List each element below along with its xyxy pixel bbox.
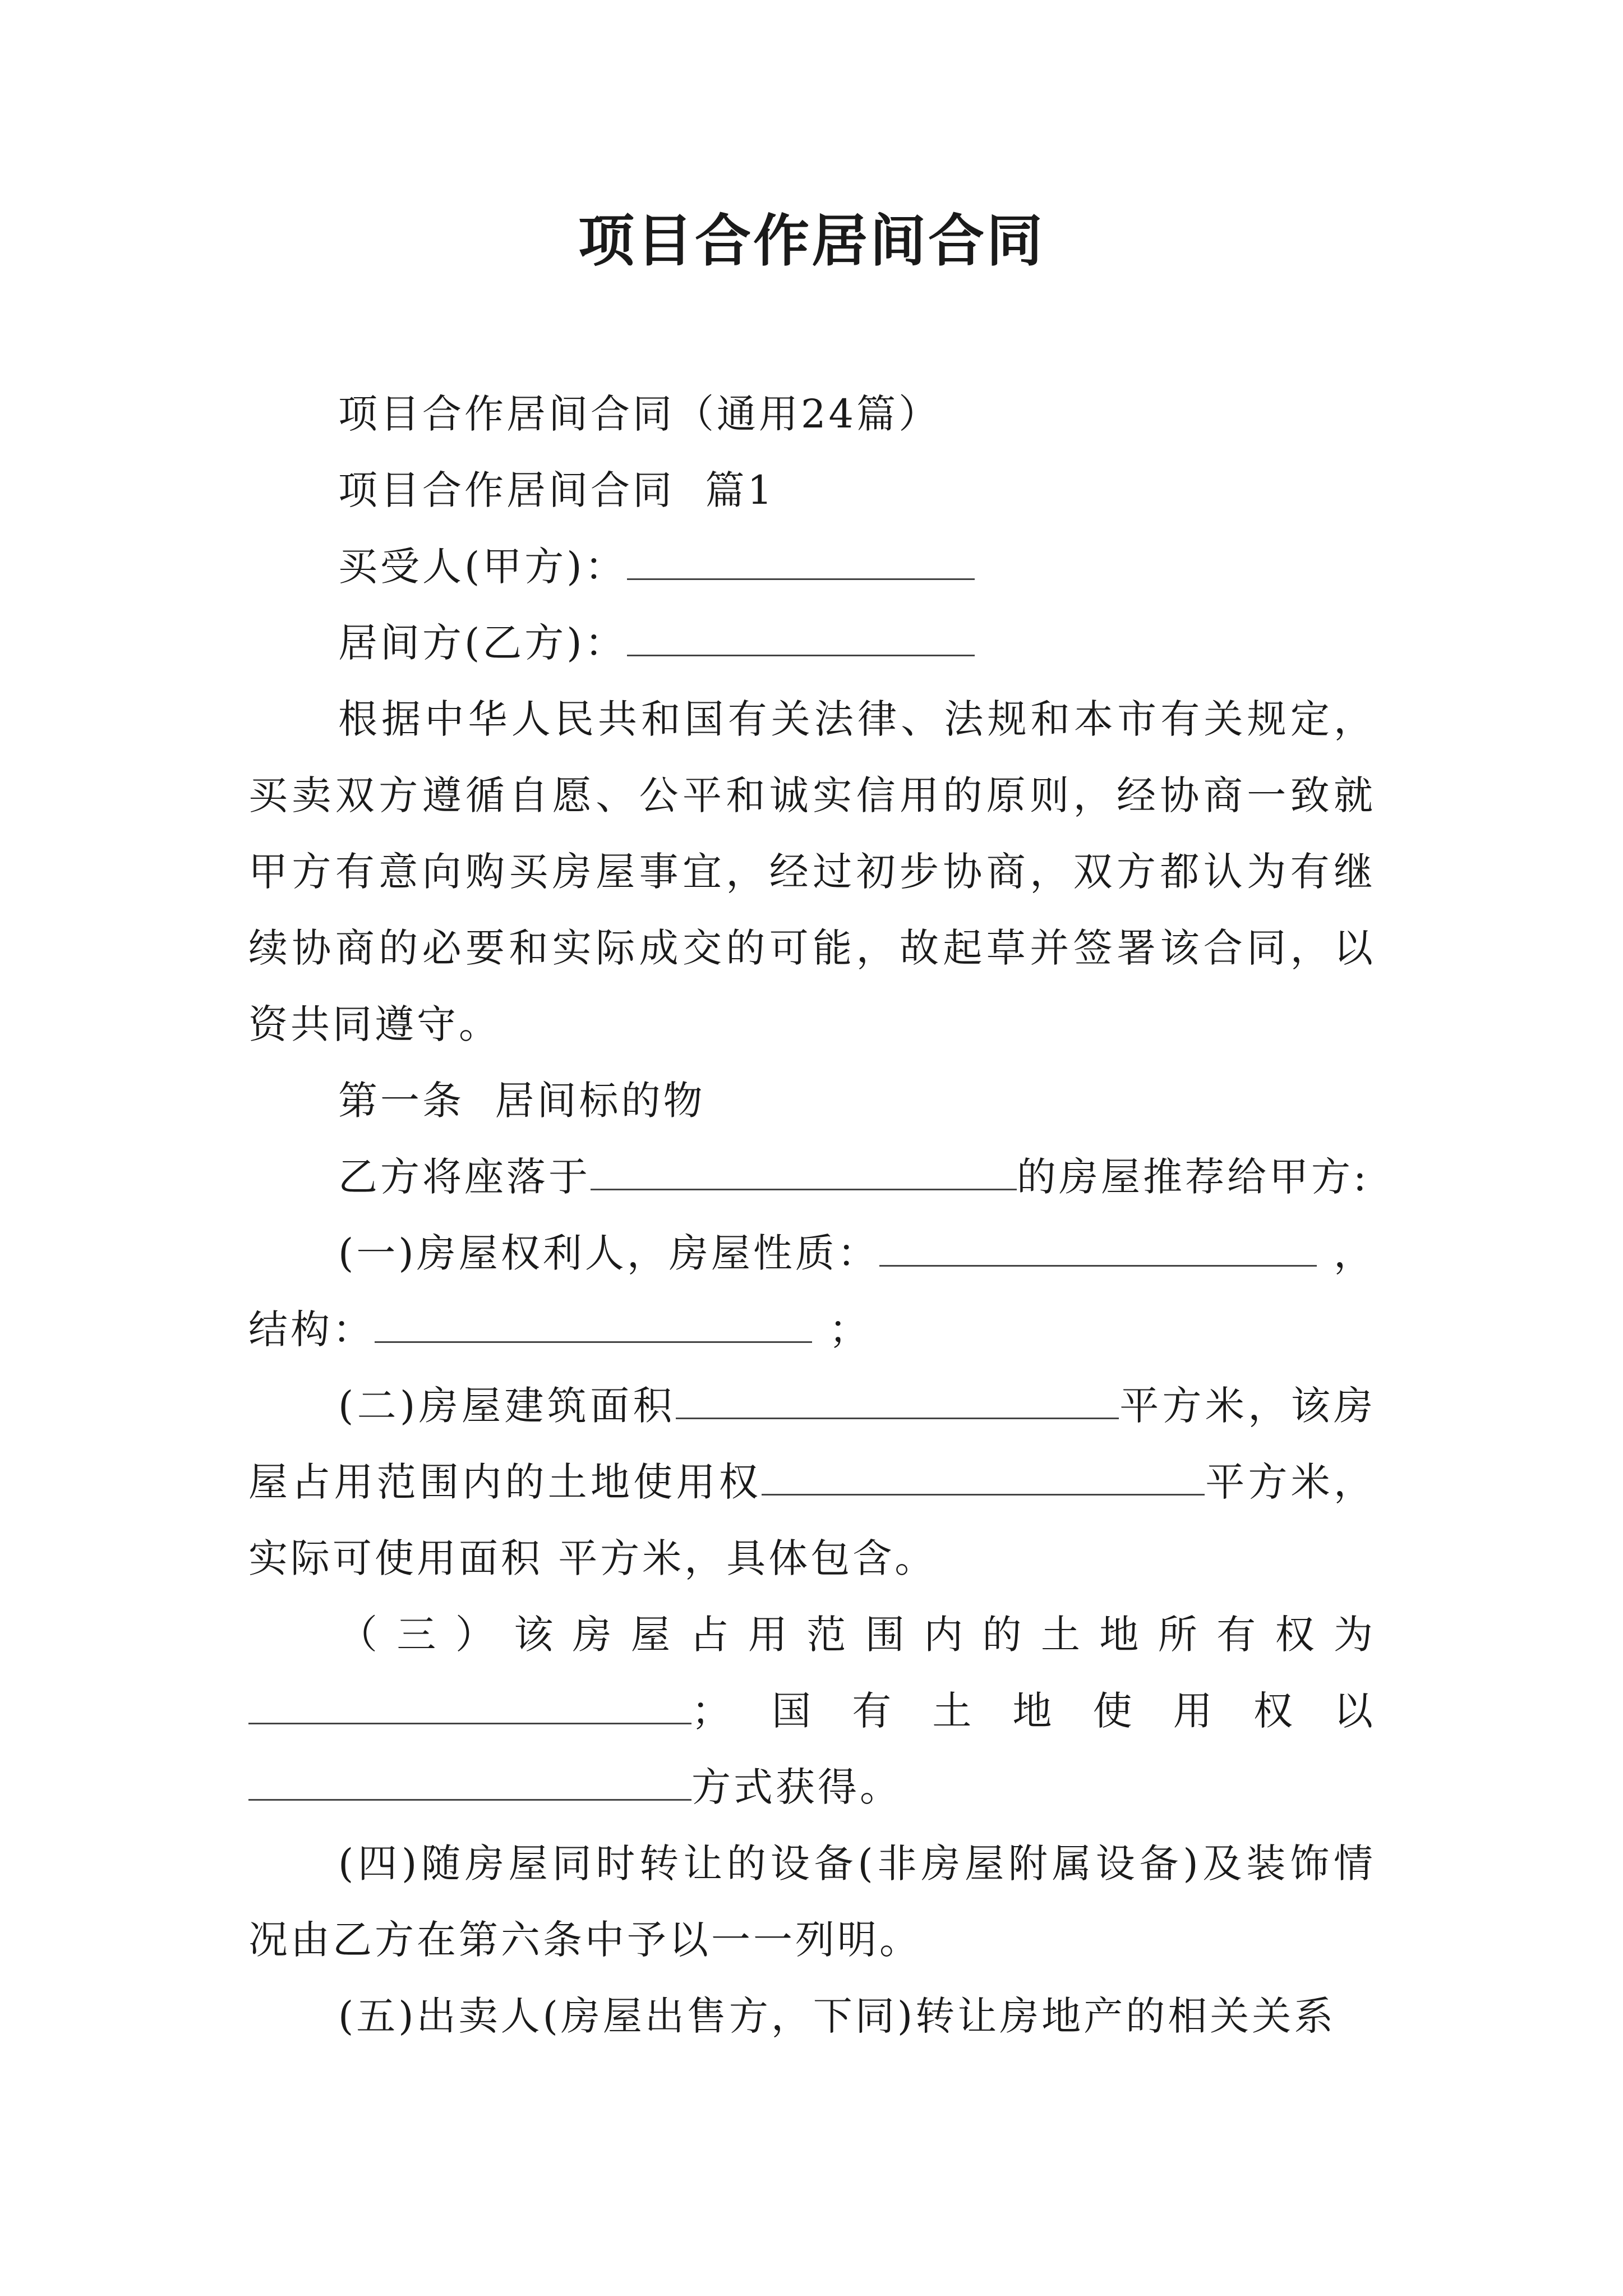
structure-blank — [375, 1302, 812, 1343]
land-ownership-blank — [248, 1683, 691, 1724]
party-a-label: 买受人(甲方)： — [338, 544, 627, 590]
item2-area-label: (二)房屋建筑面积 — [338, 1383, 676, 1429]
item4-paragraph: (四)随房屋同时转让的设备(非房屋附属设备)及装饰情况由乙方在第六条中予以一一列明。 — [248, 1841, 1376, 1963]
item3-ownership-label: （三）该房屋占用范围内的土地所有权为 — [338, 1612, 1376, 1658]
document-title: 项目合作居间合同 — [578, 208, 1045, 274]
property-nature-blank — [879, 1226, 1317, 1267]
land-area-blank — [762, 1455, 1205, 1496]
item3-continuation — [248, 1749, 1376, 1825]
item2-paragraph — [248, 1368, 1376, 1596]
party-a-blank — [627, 539, 975, 580]
item5-paragraph: (五)出卖人(房屋出售方，下同)转让房地产的相关关系 — [338, 1993, 1336, 2039]
item1-paragraph — [248, 1215, 1376, 1368]
item3-method-label: 方式获得。 — [691, 1764, 902, 1810]
article1-heading: 第一条 居间标的物 — [338, 1078, 706, 1124]
intro-paragraph: 根据中华人民共和国有关法律、法规和本市有关规定，买卖双方遵循自愿、公平和诚实信用的原则，经协商一致就甲方有意向购买房屋事宜，经过初步协商，双方都认为有继续协商的必要和实际成交的可能，故起草并签署该合同，以资共同遵守。 — [248, 696, 1376, 1047]
party-b-label: 居间方(乙方)： — [338, 620, 627, 666]
acquisition-method-blank — [248, 1760, 691, 1801]
item3-state-land-label: ；国有土地使用权以 — [691, 1688, 1376, 1734]
party-b-line — [248, 605, 1376, 681]
subtitle-line: 项目合作居间合同（通用24篇） — [338, 391, 941, 437]
item3-paragraph — [248, 1596, 1376, 1749]
party-b-blank — [627, 615, 975, 656]
article1-lead-start: 乙方将座落于 — [338, 1154, 591, 1200]
location-blank — [591, 1149, 1017, 1190]
item1-owner-label: (一)房屋权利人，房屋性质： — [338, 1230, 879, 1276]
document-body — [248, 376, 1376, 2054]
item1-semicolon: ； — [829, 1306, 871, 1352]
article1-lead-end: 的房屋推荐给甲方: — [1017, 1154, 1370, 1200]
building-area-blank — [676, 1378, 1119, 1419]
item1-comma: ， — [1333, 1230, 1376, 1276]
chapter-heading: 项目合作居间合同 篇1 — [338, 467, 776, 513]
item1-structure-label: 结构： — [248, 1306, 375, 1352]
item2-land-label: 平方米，该房屋占用范围内的土地使用权 — [248, 1383, 1376, 1505]
article1-lead — [248, 1139, 1376, 1215]
party-a-line — [248, 528, 1376, 605]
item2-usable-label: 平方米，实际可使用面积 平方米，具体包含。 — [248, 1459, 1376, 1581]
